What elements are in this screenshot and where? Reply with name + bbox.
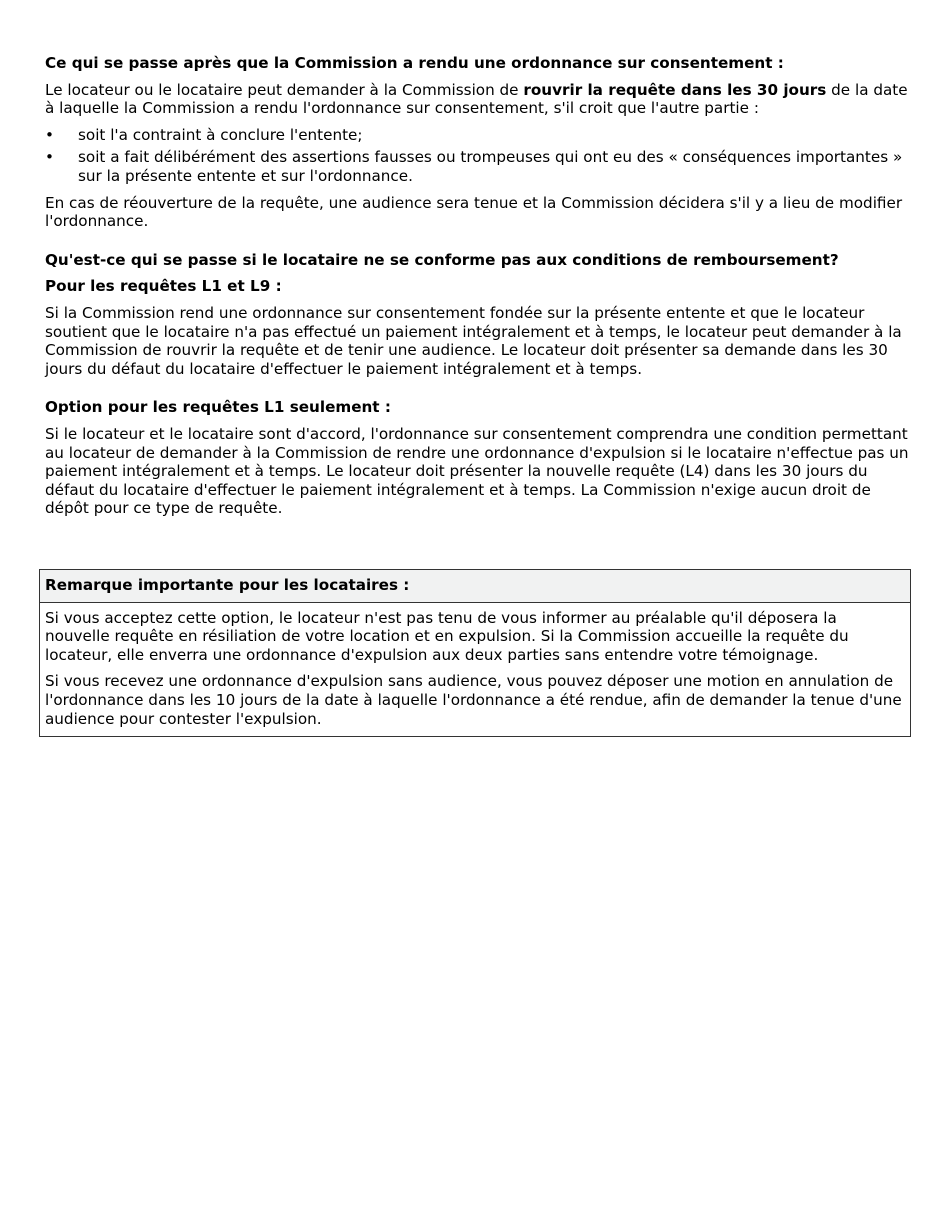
reopen-text-bold: rouvrir la requête dans les 30 jours [523,80,827,99]
reopen-conditions-list [45,126,911,186]
notice-paragraph-1: Si vous acceptez cette option, le locateur n'est pas tenu de vous informer au préalable qu'il déposera la nouvelle requête en résiliation de votre location et en expulsion. Si la Commission accueille la requête du locateur, elle enverra une ordonnance d'expulsion aux deux parties sans entendre votre témoignage. [45,608,849,664]
document-page [45,54,911,526]
paragraph-l1-option: Si le locateur et le locataire sont d'accord, l'ordonnance sur consentement comprendra une condition permettant au locateur de demander à la Commission de rendre une ordonnance d'expulsion si le locataire n'effectue pas un paiement intégralement et à temps. Le locateur doit présenter la nouvelle requête (L4) dans les 30 jours du défaut du locataire d'effectuer le paiement intégralement et à temps. La Commission n'exige aucun droit de dépôt pour ce type de requête. [45,424,909,518]
bullet-icon: • [45,125,54,144]
reopen-text-after: de la date à laquelle la Commission a rendu l'ordonnance sur consentement, s'il croit que l'autre partie : [45,80,908,118]
list-item [45,148,911,185]
notice-paragraph-2: Si vous recevez une ordonnance d'expulsion sans audience, vous pouvez déposer une motion en annulation de l'ordonnance dans les 10 jours de la date à laquelle l'ordonnance a été rendue, afin de demander la tenue d'une audience pour contester l'expulsion. [45,672,902,728]
paragraph-l1-l9: Si la Commission rend une ordonnance sur consentement fondée sur la présente entente et que le locateur soutient que le locataire n'a pas effectué un paiement intégralement et à temps, le locateur peut demander à la Commission de rouvrir la requête et de tenir une audience. Le locateur doit présenter sa demande dans les 30 jours du défaut du locataire d'effectuer le paiement intégralement et à temps. [45,303,902,378]
notice-title: Remarque importante pour les locataires : [40,570,910,603]
subheading-l1-l9: Pour les requêtes L1 et L9 : [45,277,282,296]
list-item-text: soit a fait délibérément des assertions fausses ou trompeuses qui ont eu des « conséquences importantes » sur la présente entente et sur l'ordonnance. [78,148,903,185]
list-item-text: soit l'a contraint à conclure l'entente; [78,125,363,144]
heading-noncompliance: Qu'est-ce qui se passe si le locataire ne se conforme pas aux conditions de remboursement? [45,250,839,269]
heading-after-consent-order: Ce qui se passe après que la Commission a rendu une ordonnance sur consentement : [45,54,784,72]
bullet-icon: • [45,148,54,167]
heading-l1-option: Option pour les requêtes L1 seulement : [45,398,391,417]
notice-body [40,603,910,737]
reopen-text-before: Le locateur ou le locataire peut demander à la Commission de [45,80,524,99]
paragraph-reopen-request [45,81,911,118]
paragraph-reopen-hearing: En cas de réouverture de la requête, une audience sera tenue et la Commission décidera s'il y a lieu de modifier l'ordonnance. [45,193,903,231]
list-item [45,126,911,145]
tenant-notice-box [39,569,911,737]
